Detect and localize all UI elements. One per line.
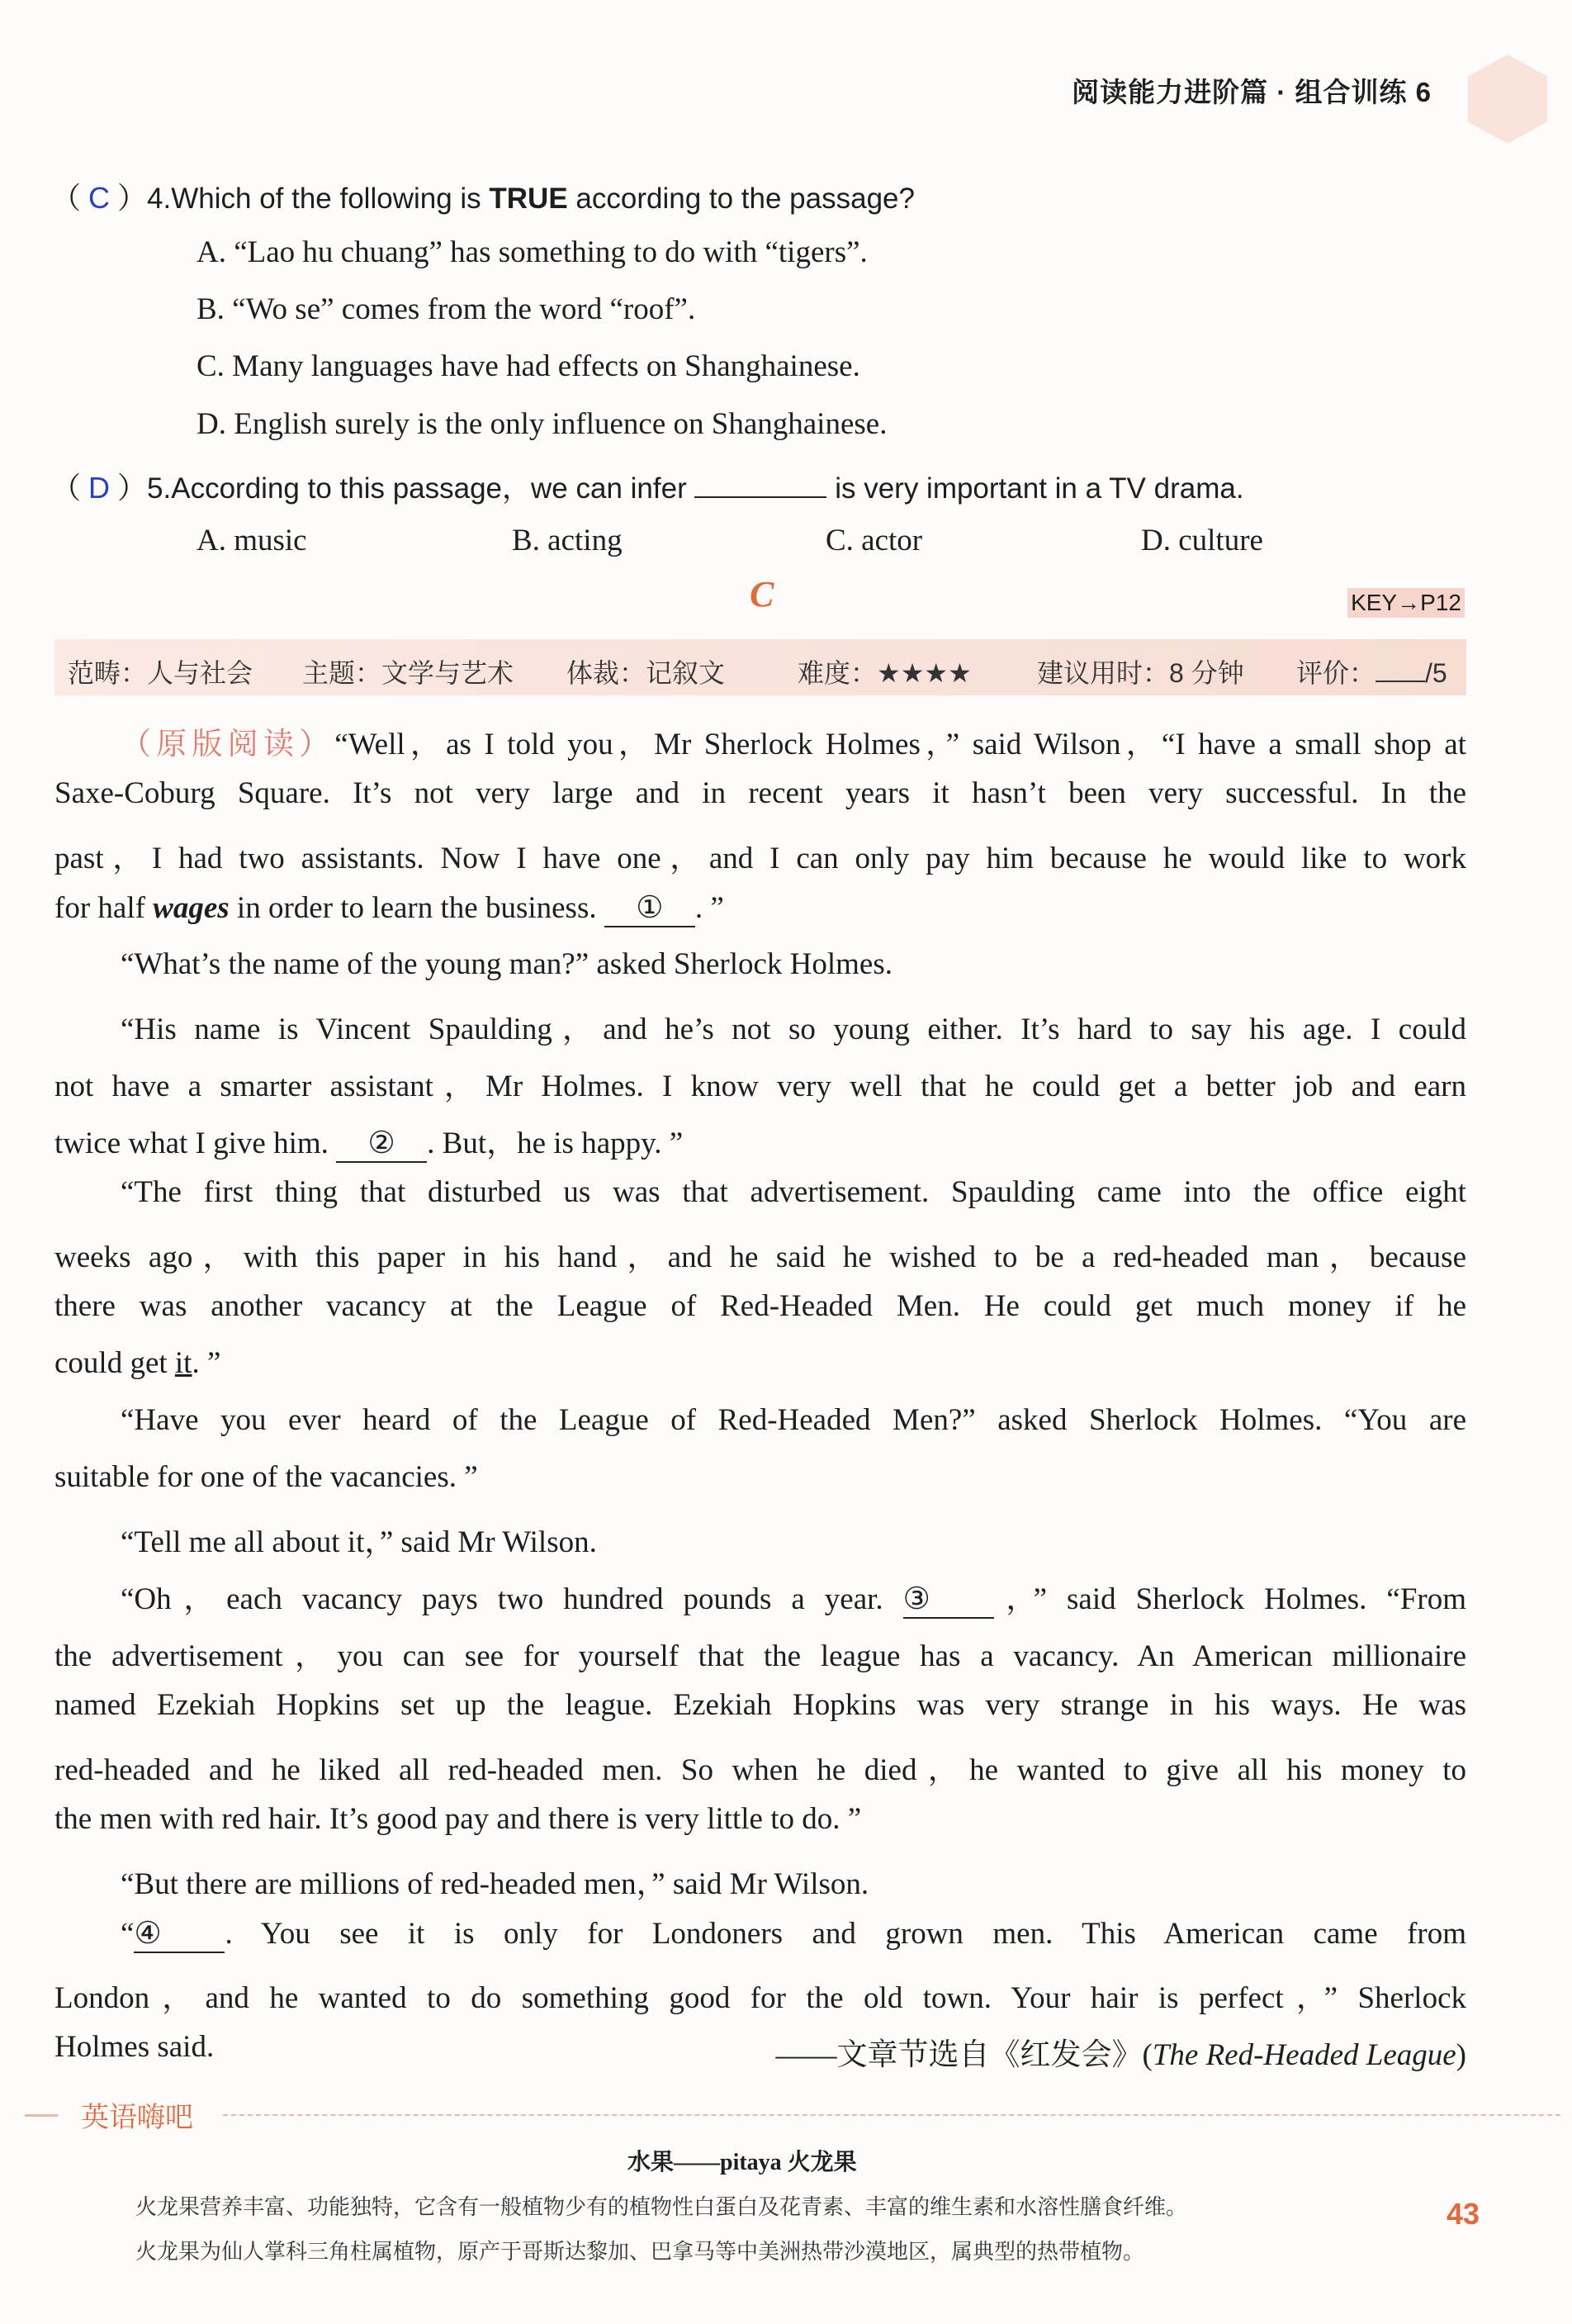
answer-letter: D [88, 471, 111, 505]
question-number: 4. [147, 183, 172, 215]
option-b: B. “Wo se” comes from the word “roof”. [196, 292, 696, 326]
question-4: （ C ）4.Which of the following is TRUE according to the passage? [51, 181, 915, 215]
passage-line: Saxe-Coburg Square. It’s not very large and in recent years it hasn’t been very successful. In the [54, 776, 1466, 810]
question-stem-end: is very important in a TV drama. [826, 472, 1244, 505]
passage-line: past，I had two assistants. Now I have one，and I can only pay him because he would like to work [54, 842, 1466, 875]
answer-paren: （ [51, 182, 89, 215]
question-5: （ D ）5.According to this passage，we can infer is very important in a TV drama. [51, 465, 1244, 507]
passage-line: “Tell me all about it，” said Mr Wilson. [121, 1525, 597, 1559]
info-time: 建议用时：8 分钟 [1037, 658, 1244, 688]
passage-line: “But there are millions of red-headed men，” said Mr Wilson. [121, 1867, 869, 1901]
original-reading-label: （原版阅读） [121, 728, 335, 761]
footer-divider [223, 2114, 1560, 2116]
option-c: C. Many languages have had effects on Shanghainese. [196, 349, 860, 383]
question-stem: According to this passage，we can infer [171, 472, 695, 505]
info-theme: 主题：文学与艺术 [302, 658, 514, 688]
option-d: D. English surely is the only influence on Shanghainese. [196, 407, 888, 441]
passage-line: “What’s the name of the young man?” asked Sherlock Holmes. [121, 947, 893, 981]
passage-line: “The first thing that disturbed us was that advertisement. Spaulding came into the office eight [121, 1175, 1466, 1209]
passage-line: the men with red hair. It’s good pay and there is very little to do. ” [54, 1802, 862, 1836]
footer-divider [25, 2114, 58, 2117]
info-score: 评价： /5 [1296, 658, 1447, 688]
option-b: B. acting [512, 524, 623, 557]
question-stem-end: according to the passage? [567, 183, 915, 215]
source-citation: ——文章节选自《红发会》(The Red-Headed League) [775, 2038, 1466, 2072]
passage-line: twice what I give him. ② . But，he is happy. ” [54, 1117, 1466, 1163]
reading-info-bar [54, 639, 1466, 695]
passage-line: （原版阅读）“Well，as I told you，Mr Sherlock Holmes，” said Wilson，“I have a small shop at [121, 728, 1467, 761]
passage-line: red-headed and he liked all red-headed men. So when he died，he wanted to give all his money to [54, 1753, 1466, 1787]
section-letter: C [750, 574, 774, 614]
blank-4: ④ [134, 1915, 225, 1953]
passage-line: could get it. ” [54, 1346, 221, 1380]
fruit-description: 火龙果为仙人掌科三角柱属植物，原产于哥斯达黎加、巴拿马等中美洲热带沙漠地区，属典型的热带植物。 [135, 2240, 1145, 2264]
passage-line: not have a smarter assistant，Mr Holmes. I know very well that he could get a better job and earn [54, 1070, 1466, 1103]
passage-line: “Oh，each vacancy pays two hundred pounds a year. ③ ，” said Sherlock Holmes. “From [121, 1573, 1466, 1619]
option-a: A. music [196, 524, 307, 557]
option-d: D. culture [1141, 524, 1263, 557]
passage-line: there was another vacancy at the League of Red-Headed Men. He could get much money if he [54, 1289, 1466, 1323]
fruit-description: 火龙果营养丰富、功能独特，它含有一般植物少有的植物性白蛋白及花青素、丰富的维生素和水溶性膳食纤维。 [135, 2195, 1188, 2219]
section-header-title: 阅读能力进阶篇 · 组合训练 6 [1072, 77, 1432, 107]
blank-2: ② [336, 1125, 427, 1163]
footer-brand: 英语嗨吧 [81, 2101, 193, 2134]
blank-3: ③ [903, 1581, 994, 1619]
answer-letter: C [88, 181, 111, 215]
option-a: A. “Lao hu chuang” has something to do with “tigers”. [196, 235, 868, 269]
option-c: C. actor [826, 524, 923, 557]
passage-line: “④ . You see it is only for Londoners and grown men. This American came from [121, 1915, 1466, 1953]
passage-line: “Have you ever heard of the League of Red-Headed Men?” asked Sherlock Holmes. “You are [121, 1403, 1466, 1437]
question-number: 5. [147, 472, 172, 505]
passage-line: for half wages in order to learn the business. ① . ” [54, 889, 1466, 927]
fruit-title: 水果——pitaya 火龙果 [627, 2150, 857, 2175]
blank-1: ① [604, 889, 695, 927]
passage-line: the advertisement，you can see for yourself that the league has a vacancy. An American millionaire [54, 1639, 1466, 1673]
question-stem-bold: TRUE [489, 183, 568, 215]
hexagon-decoration-icon [1458, 50, 1557, 149]
passage-line: suitable for one of the vacancies. ” [54, 1460, 478, 1494]
page-number: 43 [1447, 2197, 1480, 2231]
passage-line: named Ezekiah Hopkins set up the league. Ezekiah Hopkins was very strange in his ways. He was [54, 1688, 1466, 1722]
passage-line: Holmes said. [54, 2030, 215, 2064]
passage-line: London，and he wanted to do something good for the old town. Your hair is perfect，” Sherlock [54, 1981, 1466, 2015]
info-category: 范畴：人与社会 [68, 658, 253, 688]
passage-line: “His name is Vincent Spaulding，and he’s not so young either. It’s hard to say his age. I could [121, 1013, 1466, 1046]
question-stem: Which of the following is [171, 183, 490, 215]
info-genre: 体裁：记叙文 [566, 658, 726, 688]
passage-line: weeks ago，with this paper in his hand，and he said he wished to be a red-headed man，because [54, 1240, 1466, 1274]
answer-key-badge: KEY→P12 [1347, 588, 1465, 618]
answer-blank [694, 467, 826, 498]
info-difficulty: 难度：★★★★ [798, 658, 972, 688]
key-word: wages [153, 891, 230, 925]
underlined-word: it [174, 1346, 192, 1380]
